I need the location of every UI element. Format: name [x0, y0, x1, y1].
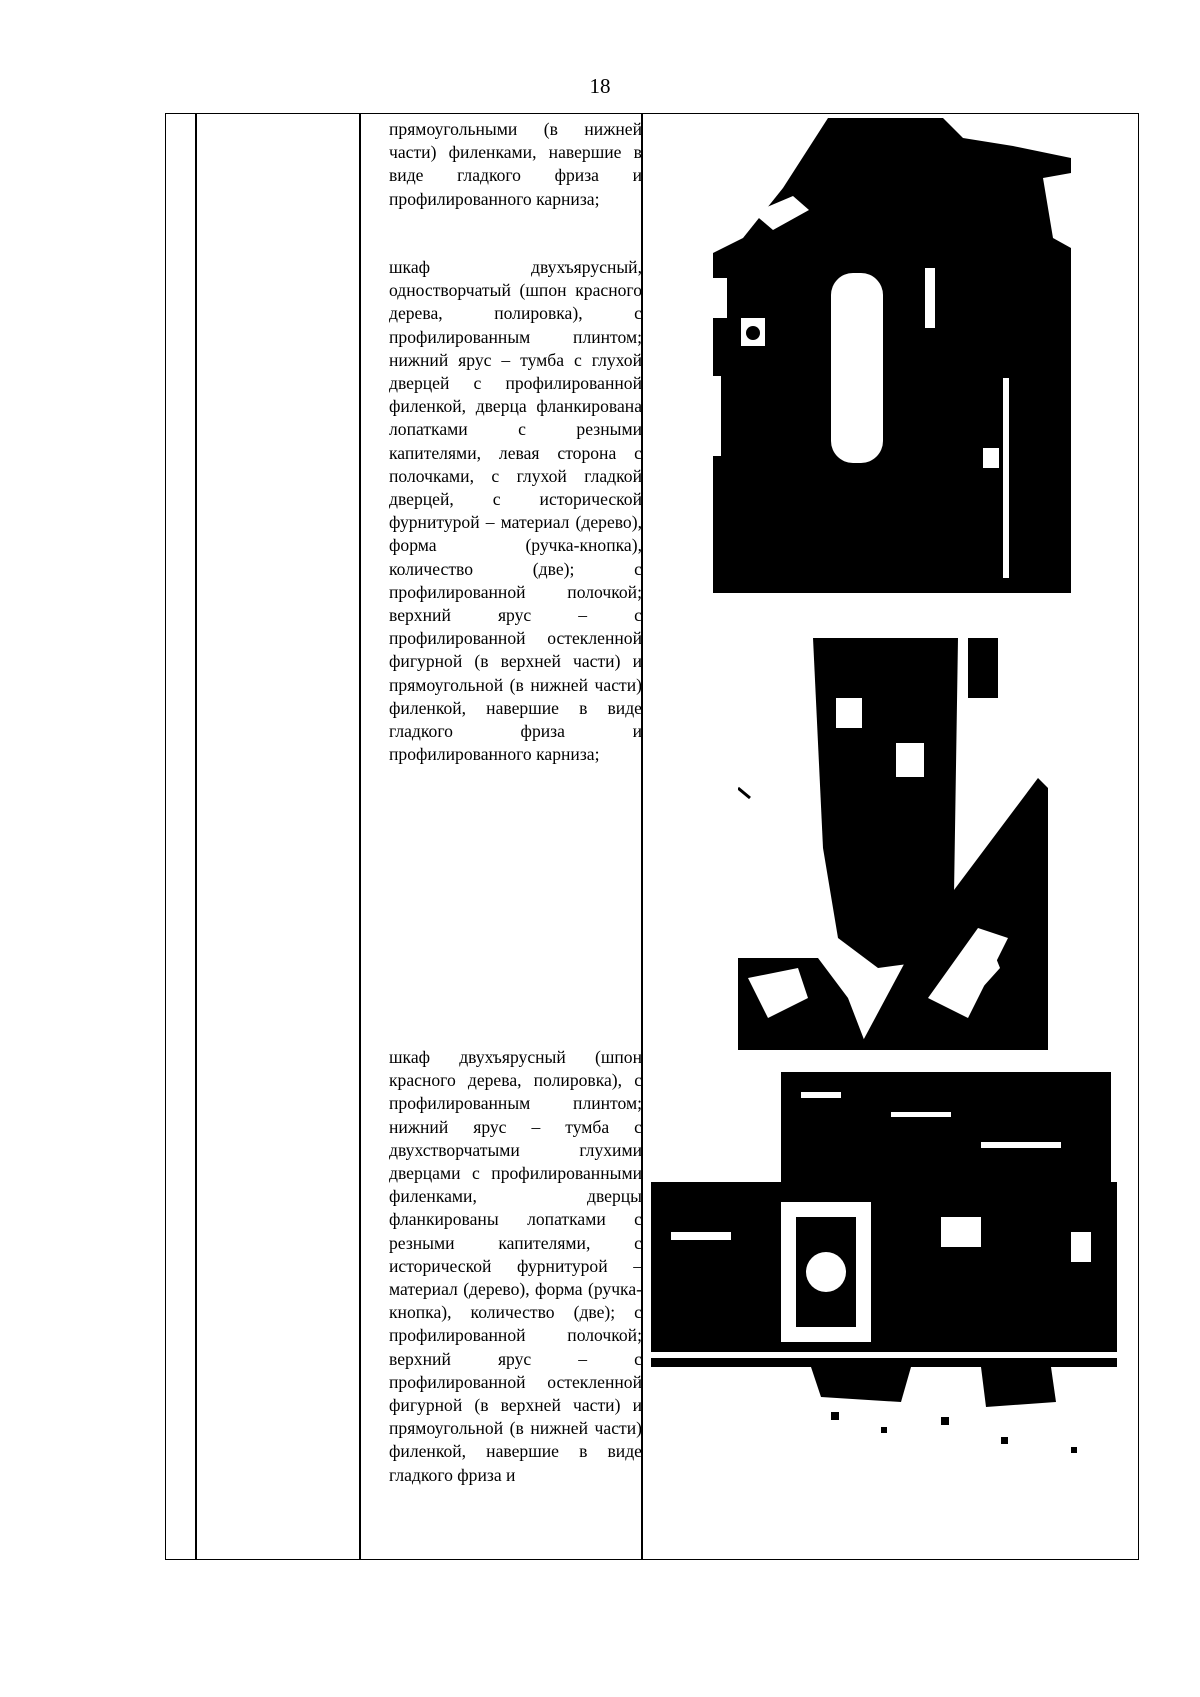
cabinet-photo-2 [738, 638, 1048, 1050]
cabinet-photo-1 [713, 118, 1071, 593]
column-divider [359, 114, 361, 1559]
cabinet-photo-3 [651, 1072, 1117, 1460]
item-description: шкаф двухъярусный (шпон красного дерева, полировка), с профилированным плинтом; нижний ярус – тумба с двухстворчатыми глухими дверцами с профилированными филенками, дверцы фланкированы лопатками с резными капителями, с исторической фурнитурой – материал (дерево), форма (ручка-кнопка), количество (две); с профилированной полочкой; верхний ярус – с профилированной остекленной фигурной (в верхней части) и прямоугольной (в нижней части) филенкой, навершие в виде гладкого фриза и [389, 1047, 642, 1485]
description-cell-1 [389, 118, 642, 211]
cabinet-front-image [713, 118, 1071, 593]
cabinet-side-image [738, 638, 1048, 1050]
description-cell-3 [389, 1046, 642, 1487]
page-number: 18 [589, 74, 611, 98]
item-description: шкаф двухъярусный, одностворчатый (шпон красного дерева, полировка), с профилированным плинтом; нижний ярус – тумба с глухой дверцей с профилированной филенкой, дверца фланкирована лопатками с резными капителями, левая сторона с полочками, с глухой гладкой дверцей, с исторической фурнитурой – материал (дерево), форма (ручка-кнопка), количество (две); с профилированной полочкой; верхний ярус – с профилированной остекленной фигурной (в верхней части) и прямоугольной (в нижней части) филенкой, навершие в виде гладкого фриза и профилированного карниза; [389, 257, 642, 765]
item-description: прямоугольными (в нижней части) филенками, навершие в виде гладкого фриза и профилированного карниза; [389, 119, 642, 209]
column-divider [195, 114, 197, 1559]
description-cell-2 [389, 256, 642, 766]
cabinet-carved-image [651, 1072, 1117, 1460]
